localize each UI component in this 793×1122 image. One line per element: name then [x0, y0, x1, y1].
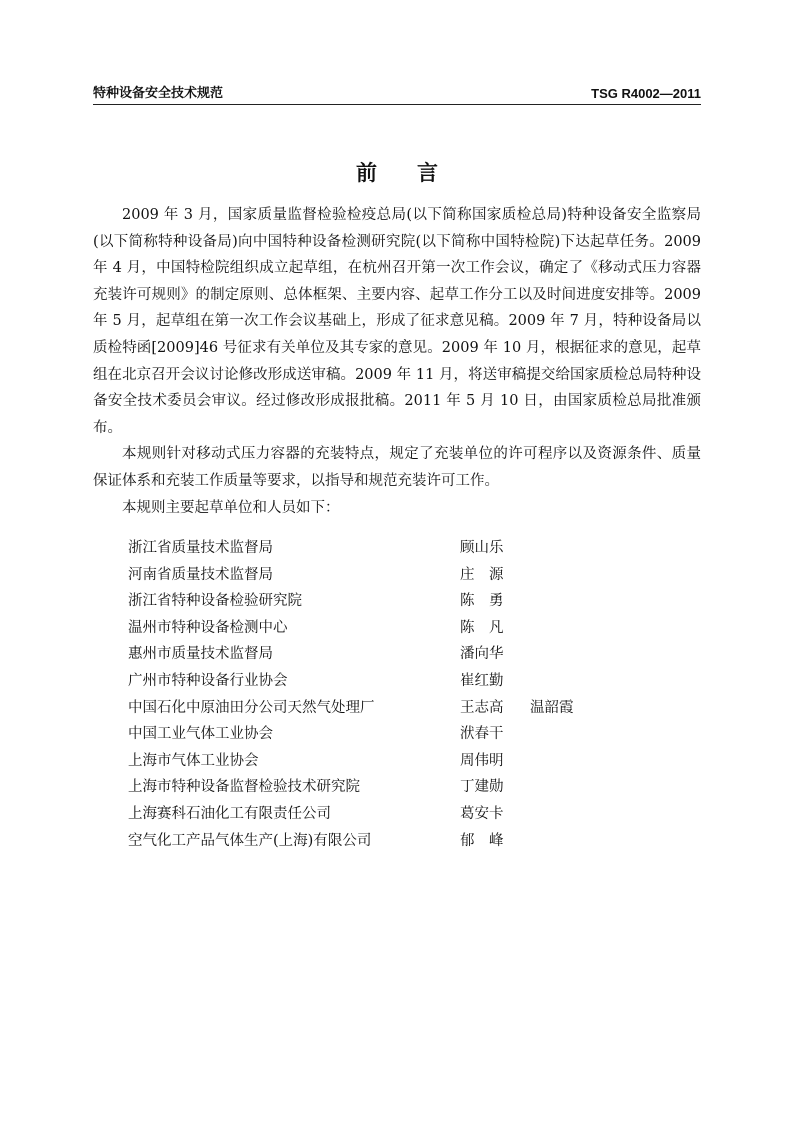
drafter-organization: 浙江省质量技术监督局 [128, 540, 273, 556]
header-spec-code: TSG R4002—2011 [591, 86, 701, 101]
drafter-row [128, 641, 668, 668]
header-rule [93, 104, 701, 105]
drafter-row [128, 748, 668, 775]
drafter-row [128, 535, 668, 562]
drafter-organization: 中国石化中原油田分公司天然气处理厂 [128, 699, 375, 716]
drafter-row [128, 774, 668, 801]
drafter-person: 丁建勋 [460, 779, 504, 796]
drafter-organization: 河南省质量技术监督局 [128, 566, 273, 583]
drafter-row [128, 721, 668, 748]
drafter-row [128, 615, 668, 642]
drafter-row [128, 801, 668, 828]
drafter-organization: 浙江省特种设备检验研究院 [128, 593, 302, 610]
drafter-organization: 中国工业气体工业协会 [128, 726, 273, 743]
drafter-organization: 温州市特种设备检测中心 [128, 619, 288, 636]
drafters-list [128, 535, 668, 854]
drafter-person: 陈 勇 [460, 593, 504, 610]
drafter-row [128, 828, 668, 855]
drafter-person: 郁 峰 [460, 832, 504, 849]
drafter-person: 崔红勤 [460, 672, 504, 689]
paragraph-scope: 本规则针对移动式压力容器的充装特点，规定了充装单位的许可程序以及资源条件、质量保证体系和充装工作质量等要求，以指导和规范充装许可工作。 [93, 446, 701, 489]
drafter-person-second: 温韶霞 [530, 699, 574, 716]
drafter-organization: 上海市特种设备监督检验技术研究院 [128, 779, 360, 796]
drafter-organization: 广州市特种设备行业协会 [128, 672, 288, 689]
running-header [93, 85, 701, 103]
drafter-person: 陈 凡 [460, 619, 504, 636]
foreword-body [93, 202, 701, 521]
drafter-organization: 惠州市质量技术监督局 [128, 646, 273, 663]
drafter-row [128, 695, 668, 722]
drafter-person: 洑春干 [460, 726, 504, 743]
drafter-organization: 上海市气体工业协会 [128, 752, 259, 769]
drafter-person: 顾山乐 [460, 540, 504, 556]
drafter-row [128, 562, 668, 589]
drafter-person: 庄 源 [460, 566, 504, 583]
drafter-organization: 上海赛科石油化工有限责任公司 [128, 805, 331, 822]
drafter-person: 葛安卡 [460, 805, 504, 822]
drafter-person: 周伟明 [460, 752, 504, 769]
drafter-person: 潘向华 [460, 646, 504, 663]
drafter-row [128, 668, 668, 695]
drafter-organization: 空气化工产品气体生产(上海)有限公司 [128, 832, 372, 849]
paragraph-drafters-intro: 本规则主要起草单位和人员如下： [122, 499, 340, 516]
drafter-person: 王志高 [460, 699, 504, 716]
paragraph-drafting-history: 2009 年 3 月，国家质量监督检验检疫总局(以下简称国家质检总局)特种设备安全监察局(以下简称特种设备局)向中国特种设备检测研究院(以下简称中国特检院)下达起草任务。2009 年 4 月，中国特检院组织成立起草组，在杭州召开第一次工作会议，确定了《移动式压力容器充装许可规则》的制定原则、总体框架、主要内容、起草工作分工以及时间进度安排等。2009 年 5 月，起草组在第一次工作会议基础上，形成了征求意见稿。2009 年 7 月，特种设备局以质检特函[2009]46 号征求有关单位及其专家的意见。2009 年 10 月，根据征求的意见，起草组在北京召开会议讨论修改形成送审稿。2009 年 11 月，将送审稿提交给国家质检总局特种设备安全技术委员会审议。经过修改形成报批稿。2011 年 5 月 10 日，由国家质检总局批准颁布。 [93, 207, 701, 436]
page-title: 前言 [356, 161, 478, 185]
drafter-row [128, 588, 668, 615]
header-spec-category: 特种设备安全技术规范 [93, 86, 224, 101]
